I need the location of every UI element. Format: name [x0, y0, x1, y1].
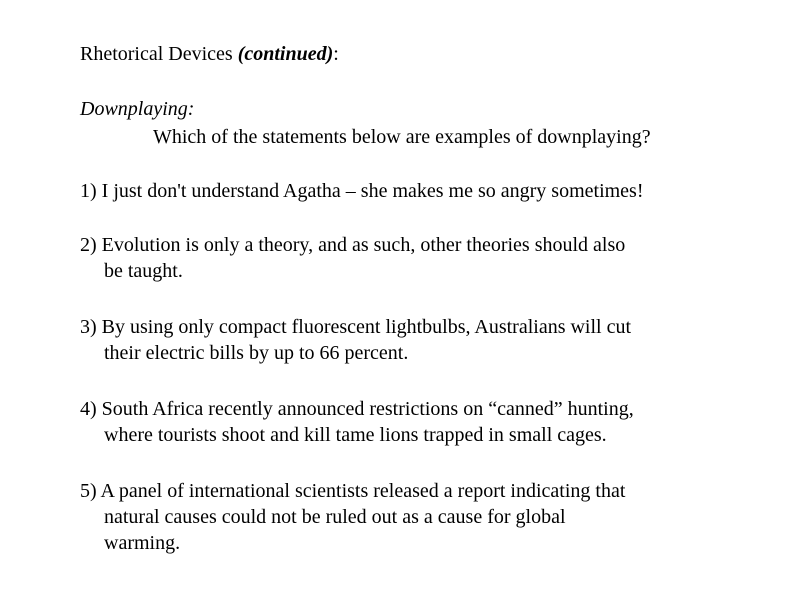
- statement-line: 1) I just don't understand Agatha – she makes me so angry sometimes!: [80, 180, 644, 202]
- statement-line: warming.: [104, 532, 181, 554]
- slide-title: [80, 41, 339, 67]
- statement-line: 5) A panel of international scientists released a report indicating that: [80, 480, 626, 502]
- title-emphasis: (continued): [237, 43, 334, 65]
- statement-line: 3) By using only compact fluorescent lightbulbs, Australians will cut: [80, 316, 632, 338]
- statement-line: where tourists shoot and kill tame lions trapped in small cages.: [104, 424, 607, 446]
- title-suffix: :: [333, 43, 339, 65]
- statement-item-5: [80, 478, 770, 556]
- subheading: Downplaying:: [80, 98, 195, 120]
- statement-line: natural causes could not be ruled out as a cause for global: [104, 506, 566, 528]
- statement-line: be taught.: [104, 260, 183, 282]
- statement-line: 2) Evolution is only a theory, and as such, other theories should also: [80, 234, 626, 256]
- statement-line: their electric bills by up to 66 percent.: [104, 342, 409, 364]
- statement-item-3: [80, 314, 770, 366]
- statement-line: 4) South Africa recently announced restrictions on “canned” hunting,: [80, 398, 634, 420]
- question-prompt: Which of the statements below are examples of downplaying?: [153, 126, 651, 148]
- statement-item-4: [80, 396, 770, 448]
- title-prefix: Rhetorical Devices: [80, 43, 238, 65]
- statement-item-1: [80, 178, 770, 204]
- statement-item-2: [80, 232, 770, 284]
